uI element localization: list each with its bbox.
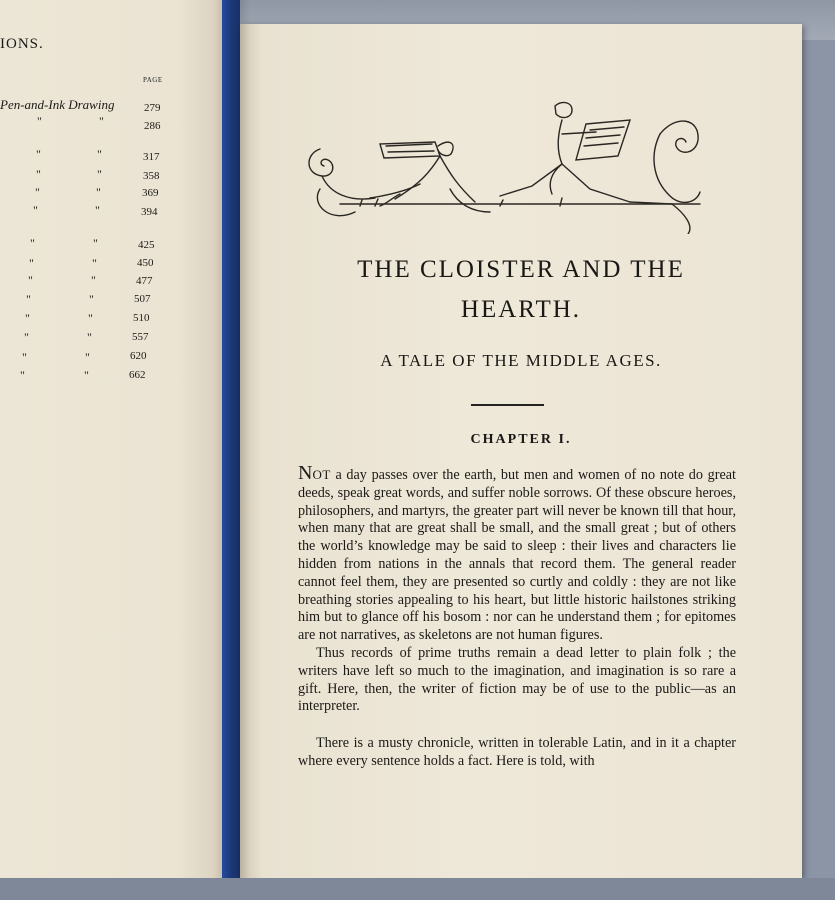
book-subtitle: A TALE OF THE MIDDLE AGES. bbox=[380, 351, 662, 370]
list-item: " " 557 bbox=[24, 330, 149, 344]
drop-cap: N bbox=[298, 462, 313, 484]
book-title-line-2: HEARTH. bbox=[460, 296, 582, 323]
illustration-medium: Pen-and-Ink Drawing bbox=[0, 97, 115, 112]
list-item: 279 bbox=[144, 102, 161, 114]
list-item: " " 317 bbox=[36, 147, 160, 163]
list-item: " " 425 bbox=[30, 236, 155, 251]
left-page bbox=[0, 0, 222, 900]
table-surface bbox=[0, 878, 835, 900]
list-item: " " 286 bbox=[37, 114, 161, 132]
chapter-heading: CHAPTER I. bbox=[470, 432, 572, 447]
vignette-illustration-icon bbox=[300, 94, 720, 234]
list-item: " " 507 bbox=[26, 292, 151, 306]
paragraph: NOT a day passes over the earth, but men and women of no note do great deeds, speak great words, and suffer noble sorrows. Of these obscure heroes, philosophers, and martyrs, the greater part will never be known till that hour, when many that are great shall be small, and the small great ; but of others the world’s knowledge may be said to sleep : their lives and characters lie hidden from nations in the annals that record them. The general reader cannot feel them, they are presented so curtly and coldly : they are not like breathing stories appealing to his heart, but little historic hailstones striking him but to glance off his bosom : nor can he understand them ; for epitomes are not narratives, as skeletons are not human figures. bbox=[298, 462, 736, 644]
paragraph: There is a musty chronicle, written in tolerable Latin, and in it a chapter where every sentence holds a fact. Here is told, with bbox=[298, 735, 736, 769]
right-page bbox=[240, 24, 802, 878]
title-divider bbox=[471, 404, 544, 406]
list-item: " " 450 bbox=[29, 256, 154, 270]
list-item: " " 358 bbox=[36, 167, 160, 182]
list-item: " " 369 bbox=[35, 185, 159, 199]
list-item: " " 662 bbox=[20, 368, 146, 382]
chapter-body bbox=[298, 462, 736, 771]
page-column-label: PAGE bbox=[143, 76, 163, 84]
paragraph: Thus records of prime truths remain a dead letter to plain folk ; the writers have left so much to the imagination, and imagination is so rare a gift. Here, then, the writer of fiction may be of use to the public—as an interpreter. bbox=[298, 644, 736, 715]
left-page-heading: IONS. bbox=[0, 36, 44, 52]
list-item: " " 394 bbox=[33, 203, 158, 218]
book-title-line-1: THE CLOISTER AND THE bbox=[357, 256, 685, 283]
list-item: " " 510 bbox=[25, 311, 150, 325]
list-item: " " 620 bbox=[22, 350, 147, 364]
list-item: " " 477 bbox=[28, 273, 153, 287]
